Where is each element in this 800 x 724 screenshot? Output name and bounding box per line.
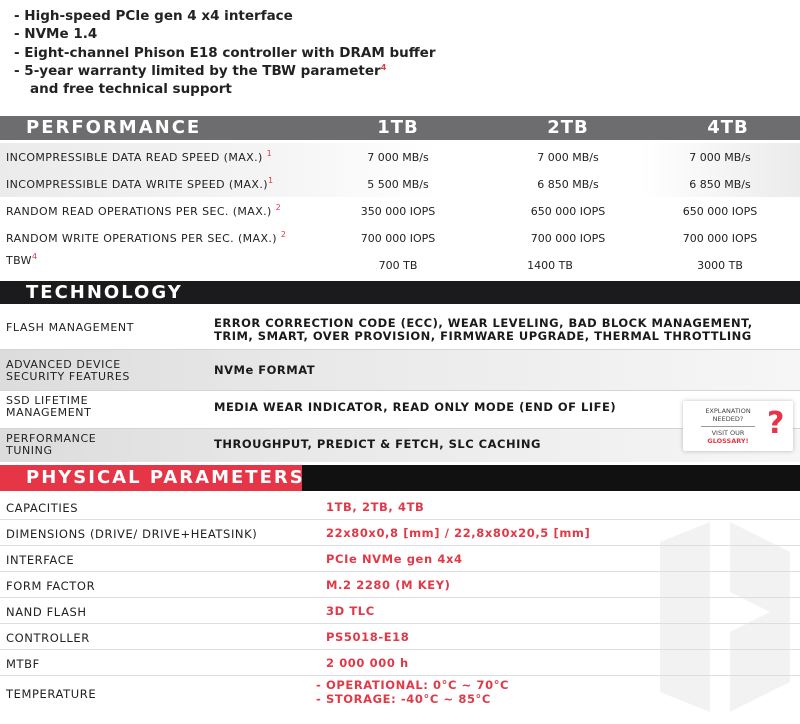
glossary-badge[interactable] [683, 401, 793, 451]
cell-value: 650 000 IOPS [682, 205, 758, 218]
table-row [0, 546, 800, 572]
glossary-question: EXPLANATION NEEDED? [705, 407, 751, 423]
cell-value: 700 TB [378, 259, 418, 272]
feature-text: - 5-year warranty limited by the TBW parameter [14, 62, 381, 79]
table-row [0, 598, 800, 624]
row-value: M.2 2280 (M KEY) [326, 578, 451, 592]
feature-text: - High-speed PCIe gen 4 x4 interface [14, 8, 293, 24]
footnote-ref: 1 [267, 176, 274, 185]
feature-item [14, 62, 436, 80]
row-value: MEDIA WEAR INDICATOR, READ ONLY MODE (END OF LIFE) [214, 400, 617, 414]
row-label: DIMENSIONS (DRIVE/ DRIVE+HEATSINK) [6, 527, 258, 541]
cell-value: 6 850 MB/s [689, 178, 751, 191]
glossary-link[interactable]: GLOSSARY! [707, 437, 749, 445]
section-title: TECHNOLOGY [26, 282, 183, 303]
row-label: FORM FACTOR [6, 579, 96, 593]
temperature-storage: - STORAGE: -40°C ~ 85°C [316, 692, 491, 706]
footnote-ref: 2 [275, 203, 282, 212]
table-row [0, 676, 800, 710]
physical-table [0, 494, 800, 710]
cell-value: 350 000 IOPS [360, 205, 436, 218]
row-label: INTERFACE [6, 553, 75, 567]
row-value: 1TB, 2TB, 4TB [326, 500, 425, 514]
row-value: ERROR CORRECTION CODE (ECC), WEAR LEVELING, BAD BLOCK MANAGEMENT, TRIM, SMART, OVER PROVISION, FIRMWARE UPGRADE, THERMAL THROTTLING [214, 316, 753, 343]
table-row [0, 520, 800, 546]
footnote-ref: 2 [280, 230, 287, 239]
cell-value: 650 000 IOPS [530, 205, 606, 218]
table-row [0, 429, 800, 462]
table-row [0, 624, 800, 650]
row-value: 3D TLC [326, 604, 375, 618]
row-value: PCIe NVMe gen 4x4 [326, 552, 463, 566]
question-mark-icon: ? [767, 406, 785, 441]
feature-item [14, 44, 436, 62]
row-label: TEMPERATURE [6, 687, 97, 701]
row-label: TBW$^4$ [6, 252, 38, 267]
section-title: PERFORMANCE [26, 117, 202, 138]
row-value: 22x80x0,8 [mm] / 22,8x80x20,5 [mm] [326, 526, 591, 540]
technology-header [0, 281, 800, 304]
table-row [0, 143, 800, 170]
cell-value: 5 500 MB/s [367, 178, 429, 191]
feature-text: - NVMe 1.4 [14, 26, 98, 43]
table-row [0, 572, 800, 598]
cell-value: 6 850 MB/s [537, 178, 599, 191]
technology-table [0, 308, 800, 462]
table-row [0, 308, 800, 350]
row-label: INCOMPRESSIBLE DATA READ SPEED (MAX.) $^1$ [6, 149, 273, 164]
feature-text: - Eight-channel Phison E18 controller with DRAM buffer [14, 44, 436, 61]
row-value [316, 678, 509, 706]
table-row [0, 197, 800, 224]
row-value: NVMe FORMAT [214, 363, 316, 377]
row-label: ADVANCED DEVICE SECURITY FEATURES [6, 358, 130, 383]
row-label: PERFORMANCE TUNING [6, 432, 97, 457]
cell-value: 7 000 MB/s [537, 151, 599, 164]
temperature-operational: - OPERATIONAL: 0°C ~ 70°C [316, 678, 510, 692]
feature-list [14, 7, 436, 98]
feature-item [14, 7, 436, 25]
row-label: RANDOM WRITE OPERATIONS PER SEC. (MAX.) $^2$ [6, 230, 287, 245]
row-value: 2 000 000 h [326, 656, 409, 670]
row-label: NAND FLASH [6, 605, 87, 619]
cell-value: 3000 TB [697, 259, 743, 272]
table-row [0, 650, 800, 676]
cell-value: 700 000 IOPS [530, 232, 606, 245]
divider [701, 426, 755, 427]
row-label: RANDOM READ OPERATIONS PER SEC. (MAX.) $^2$ [6, 203, 282, 218]
cell-value: 7 000 MB/s [689, 151, 751, 164]
row-label: CONTROLLER [6, 631, 90, 645]
column-header-1tb: 1TB [377, 117, 419, 138]
table-row [0, 251, 800, 278]
cell-value: 700 000 IOPS [682, 232, 758, 245]
physical-parameters-header [0, 465, 800, 491]
footnote-ref: 4 [380, 62, 387, 72]
row-label: FLASH MANAGEMENT [6, 321, 135, 334]
row-label: SSD LIFETIME MANAGEMENT [6, 394, 92, 419]
row-value: THROUGHPUT, PREDICT & FETCH, SLC CACHING [214, 437, 541, 451]
row-label: INCOMPRESSIBLE DATA WRITE SPEED $(MAX.)^1$ [6, 176, 274, 191]
table-row [0, 494, 800, 520]
section-title: PHYSICAL PARAMETERS [26, 467, 305, 488]
column-header-2tb: 2TB [547, 117, 589, 138]
feature-item [14, 25, 436, 43]
cell-value: 7 000 MB/s [367, 151, 429, 164]
row-label: MTBF [6, 657, 40, 671]
glossary-visit-text: VISIT OUR [711, 429, 745, 437]
table-row [0, 350, 800, 391]
performance-header [0, 116, 800, 140]
row-value: PS5018-E18 [326, 630, 410, 644]
cell-value: 700 000 IOPS [360, 232, 436, 245]
footnote-ref: 1 [266, 149, 273, 158]
row-label: CAPACITIES [6, 501, 79, 515]
table-row [0, 391, 800, 429]
footnote-ref: 4 [31, 252, 38, 261]
feature-item-continuation: and free technical support [30, 81, 232, 98]
table-row [0, 170, 800, 197]
column-header-4tb: 4TB [707, 117, 749, 138]
table-row [0, 224, 800, 251]
cell-value: 1400 TB [527, 259, 573, 272]
performance-table [0, 143, 800, 278]
